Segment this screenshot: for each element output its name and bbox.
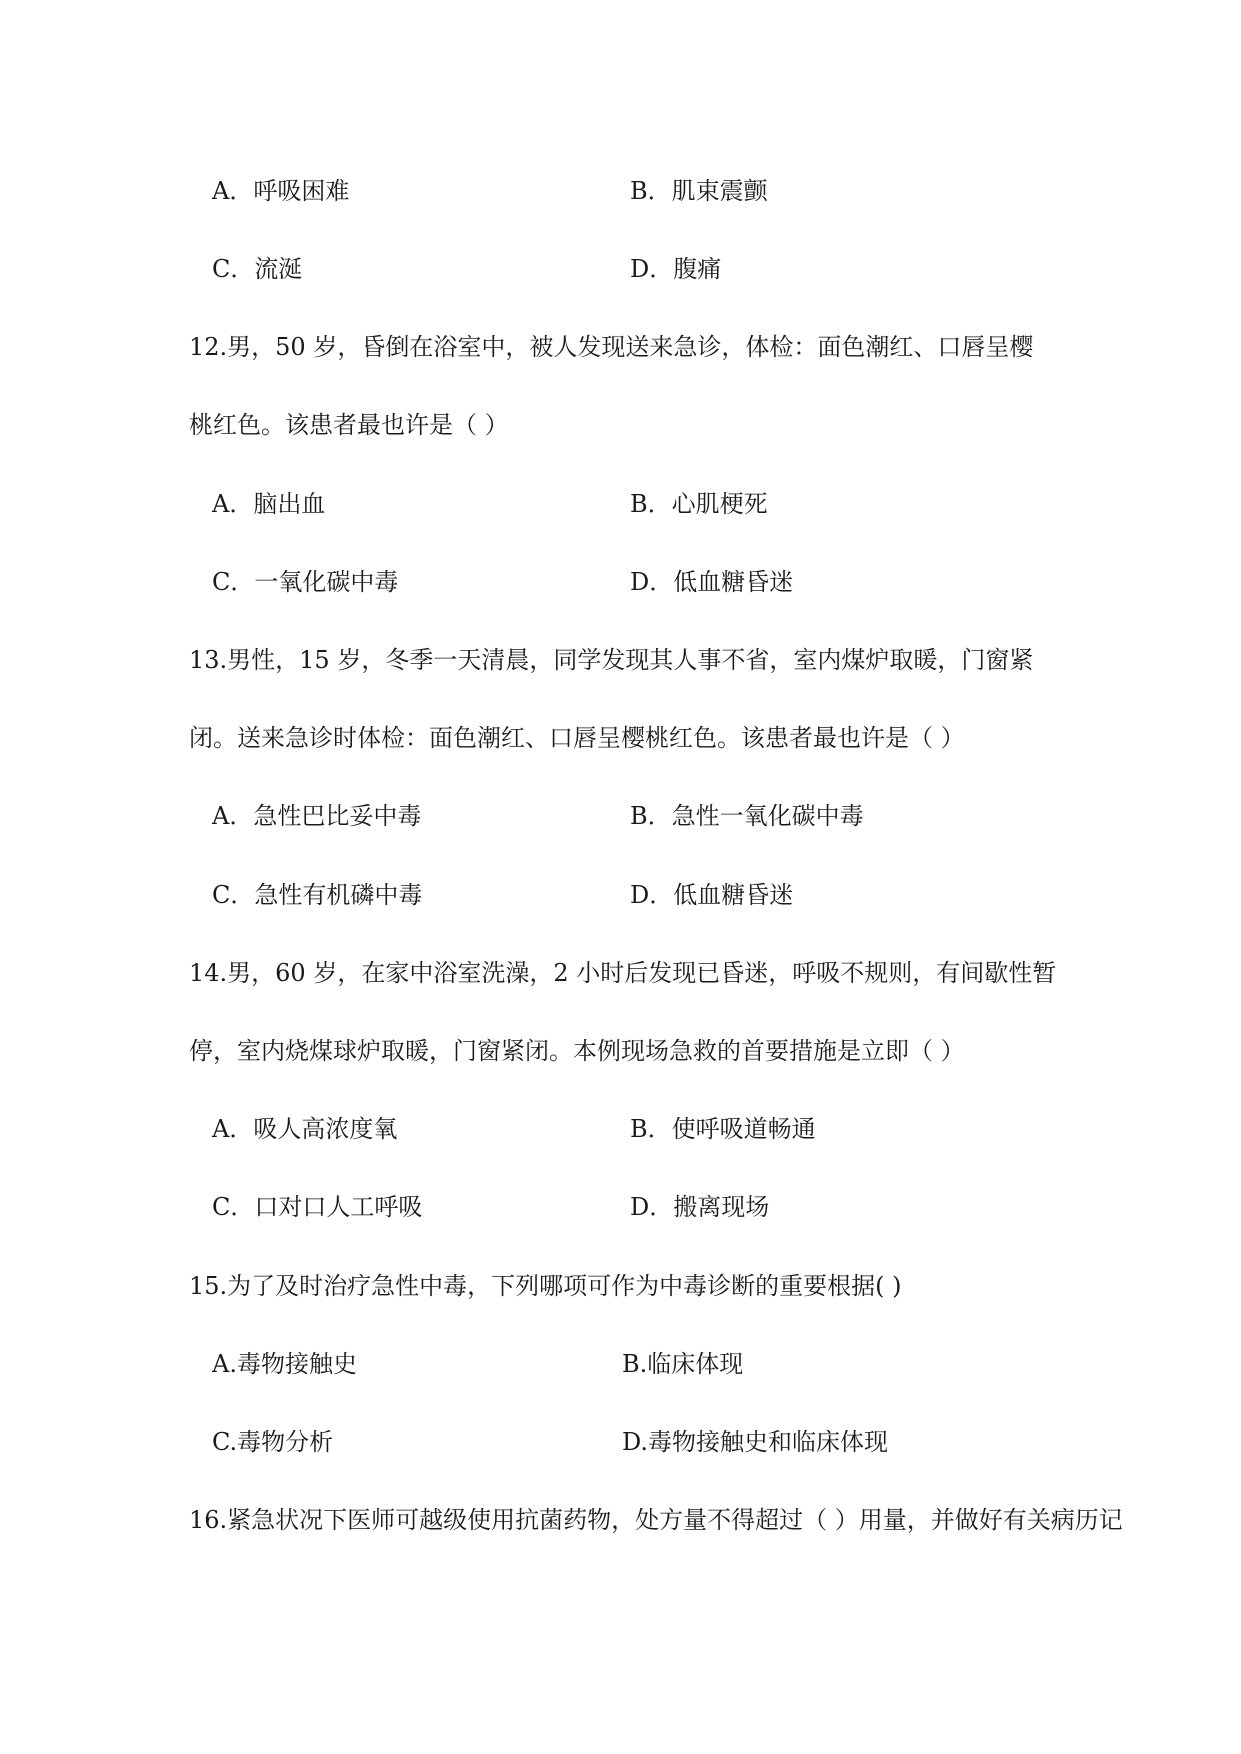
option-a: A．呼吸困难 [212,177,350,205]
question-13-line-1: 13.男性，15 岁，冬季一天清晨，同学发现其人事不省，室内煤炉取暖，门窗紧 [189,646,1034,674]
question-14-line-1: 14.男，60 岁，在家中浴室洗澡，2 小时后发现已昏迷，呼吸不规则，有间歇性暂 [189,959,1057,987]
option-a: A．脑出血 [212,490,326,518]
option-d: D．腹痛 [630,255,722,283]
option-b: B．急性一氧化碳中毒 [630,802,864,830]
question-12-line-1: 12.男，50 岁，昏倒在浴室中，被人发现送来急诊，体检：面色潮红、口唇呈樱 [189,333,1034,361]
option-b: B．心肌梗死 [630,490,768,518]
option-a: A.毒物接触史 [212,1350,357,1378]
option-c: C．急性有机磷中毒 [212,881,423,909]
option-c: C．一氧化碳中毒 [212,568,399,596]
option-b: B.临床体现 [622,1350,744,1378]
option-b: B．使呼吸道畅通 [630,1115,816,1143]
option-c: C．口对口人工呼吸 [212,1193,423,1221]
option-c: C.毒物分析 [212,1428,334,1456]
option-d: D．搬离现场 [630,1193,770,1221]
option-d: D．低血糖昏迷 [630,568,794,596]
option-b: B．肌束震颤 [630,177,768,205]
question-12-line-2: 桃红色。该患者最也许是（ ） [189,411,509,439]
option-d: D．低血糖昏迷 [630,881,794,909]
option-a: A．急性巴比妥中毒 [212,802,422,830]
option-a: A．吸人高浓度氧 [212,1115,398,1143]
question-16-line-1: 16.紧急状况下医师可越级使用抗菌药物，处方量不得超过（ ）用量，并做好有关病历记 [189,1506,1123,1534]
question-15-line-1: 15.为了及时治疗急性中毒，下列哪项可作为中毒诊断的重要根据( ) [189,1272,902,1300]
option-c: C．流涎 [212,255,303,283]
question-13-line-2: 闭。送来急诊时体检：面色潮红、口唇呈樱桃红色。该患者最也许是（ ） [189,724,965,752]
option-d: D.毒物接触史和临床体现 [622,1428,889,1456]
question-14-line-2: 停，室内烧煤球炉取暖，门窗紧闭。本例现场急救的首要措施是立即（ ） [189,1037,965,1065]
